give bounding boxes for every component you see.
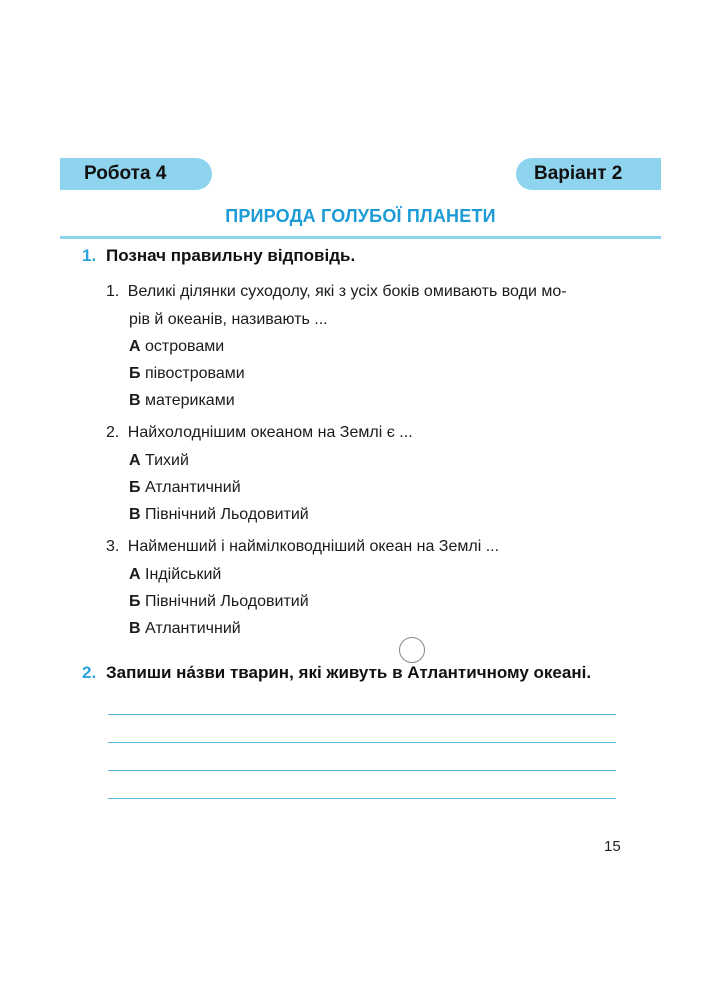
question-1-number: 1. bbox=[106, 283, 120, 300]
option-text: Атлантичний bbox=[144, 479, 241, 496]
question-2-text: Найхолоднішим океаном на Землі є ... bbox=[127, 424, 413, 441]
option-text: Північний Льодовитий bbox=[145, 506, 309, 523]
option-letter: В bbox=[129, 506, 141, 523]
option-text: Північний Льодовитий bbox=[144, 593, 309, 610]
option-letter: А bbox=[129, 452, 141, 469]
question-3-number: 3. bbox=[106, 538, 120, 555]
option-text: Тихий bbox=[145, 452, 189, 469]
option-letter: В bbox=[129, 392, 141, 409]
question-2-number: 2. bbox=[106, 424, 120, 441]
question-3-option-c[interactable] bbox=[129, 620, 241, 638]
task-2-text: Запиши на́зви тварин, які живуть в Атлантичному океані. bbox=[106, 663, 592, 682]
answer-line-1[interactable] bbox=[108, 714, 616, 715]
task-2-heading bbox=[82, 663, 591, 683]
title-divider bbox=[60, 236, 661, 239]
question-2 bbox=[106, 424, 413, 442]
variant-label: Варіант 2 bbox=[516, 158, 661, 190]
page-title: ПРИРОДА ГОЛУБОЇ ПЛАНЕТИ bbox=[225, 206, 496, 226]
task-1-heading bbox=[82, 246, 355, 266]
question-2-option-b[interactable] bbox=[129, 479, 241, 497]
question-3-option-b[interactable] bbox=[129, 593, 309, 611]
answer-line-2[interactable] bbox=[108, 742, 616, 743]
work-label: Робота 4 bbox=[60, 158, 212, 190]
option-letter: А bbox=[129, 338, 141, 355]
page-number: 15 bbox=[604, 838, 621, 855]
option-text: півостровами bbox=[144, 365, 245, 382]
question-3-text: Найменший і наймілководніший океан на Землі ... bbox=[127, 538, 500, 555]
answer-line-3[interactable] bbox=[108, 770, 616, 771]
option-text: Атлантичний bbox=[145, 620, 241, 637]
option-text: материками bbox=[145, 392, 235, 409]
option-letter: Б bbox=[129, 365, 141, 382]
question-3 bbox=[106, 538, 499, 556]
option-text: Індійський bbox=[145, 566, 222, 583]
cursor-circle-icon bbox=[399, 637, 425, 663]
question-1-text-line2: рів й океанів, називають ... bbox=[129, 311, 328, 328]
option-text: островами bbox=[145, 338, 225, 355]
question-2-option-a[interactable] bbox=[129, 452, 189, 470]
question-3-option-a[interactable] bbox=[129, 566, 221, 584]
task-2-number: 2. bbox=[82, 663, 97, 682]
task-1-text: Познач правильну відповідь. bbox=[106, 246, 356, 265]
question-1-option-b[interactable] bbox=[129, 365, 245, 383]
task-1-number: 1. bbox=[82, 246, 97, 265]
question-1-option-c[interactable] bbox=[129, 392, 235, 410]
question-2-option-c[interactable] bbox=[129, 506, 309, 524]
question-1 bbox=[106, 283, 567, 301]
option-letter: Б bbox=[129, 593, 141, 610]
option-letter: Б bbox=[129, 479, 141, 496]
question-1-text-line1: Великі ділянки суходолу, які з усіх боків омивають води мо- bbox=[127, 283, 567, 300]
option-letter: А bbox=[129, 566, 141, 583]
answer-line-4[interactable] bbox=[108, 798, 616, 799]
question-1-option-a[interactable] bbox=[129, 338, 224, 356]
option-letter: В bbox=[129, 620, 141, 637]
